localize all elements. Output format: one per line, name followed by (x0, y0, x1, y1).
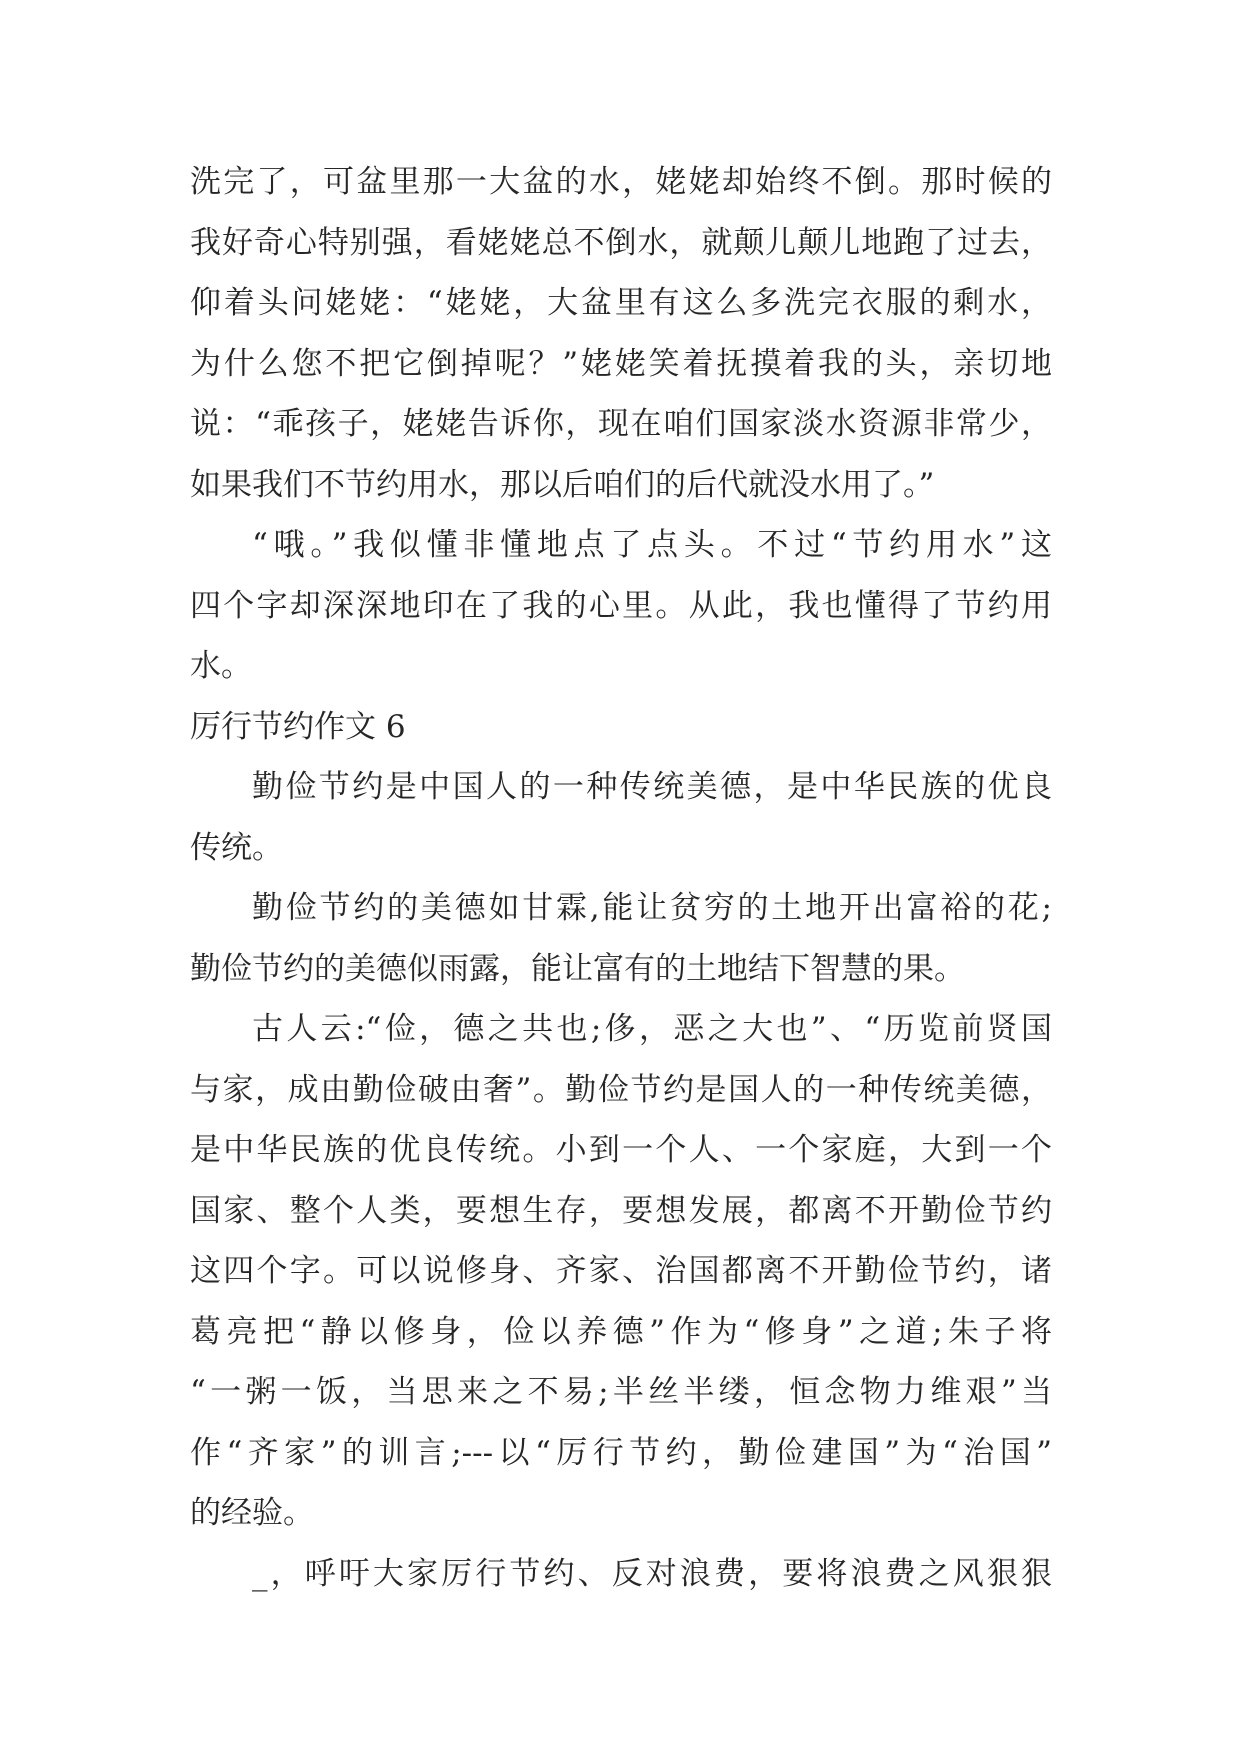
paragraph-2 (190, 515, 1052, 697)
paragraph-3 (190, 757, 1052, 878)
paragraph-1 (190, 152, 1052, 515)
text-line: 为什么您不把它倒掉呢？”姥姥笑着抚摸着我的头，亲切地 (190, 345, 1052, 382)
text-line: 四个字却深深地印在了我的心里。从此，我也懂得了节约用 (190, 587, 1052, 624)
text-line: 勤俭节约的美德似雨露，能让富有的土地结下智慧的果。 (190, 950, 965, 987)
paragraph-4 (190, 878, 1052, 999)
text-line: 国家、整个人类，要想生存，要想发展，都离不开勤俭节约 (190, 1192, 1052, 1229)
document-page (190, 152, 1052, 1604)
text-line: 传统。 (190, 829, 283, 866)
text-line: 这四个字。可以说修身、齐家、治国都离不开勤俭节约，诸 (190, 1253, 1052, 1289)
text-line: 洗完了，可盆里那一大盆的水，姥姥却始终不倒。那时候的 (190, 164, 1052, 200)
text-line: 勤俭节约是中国人的一种传统美德，是中华民族的优良 (252, 769, 1052, 805)
text-line: _，呼吁大家厉行节约、反对浪费，要将浪费之风狠狠 (252, 1555, 1052, 1592)
text-line: “一粥一饭，当思来之不易;半丝半缕，恒念物力维艰”当 (190, 1374, 1052, 1410)
text-line: 勤俭节约的美德如甘霖,能让贫穷的土地开出富裕的花; (252, 890, 1052, 926)
section-heading: 厉行节约作文 6 (190, 708, 406, 745)
text-line: “哦。”我似懂非懂地点了点头。不过“节约用水”这 (252, 527, 1052, 563)
text-line: 葛亮把“静以修身，俭以养德”作为“修身”之道;朱子将 (190, 1313, 1052, 1350)
text-line: 水。 (190, 648, 252, 684)
paragraph-5 (190, 999, 1052, 1544)
text-line: 古人云:“俭，德之共也;侈，恶之大也”、“历览前贤国 (252, 1011, 1052, 1047)
text-line: 作“齐家”的训言;---以“厉行节约，勤俭建国”为“治国” (190, 1434, 1052, 1471)
text-line: 的经验。 (190, 1495, 314, 1531)
text-line: 与家，成由勤俭破由奢”。勤俭节约是国人的一种传统美德， (190, 1071, 1052, 1108)
text-line: 如果我们不节约用水，那以后咱们的后代就没水用了。” (190, 466, 935, 503)
text-line: 说：“乖孩子，姥姥告诉你，现在咱们国家淡水资源非常少， (190, 406, 1052, 442)
text-line: 仰着头问姥姥：“姥姥，大盆里有这么多洗完衣服的剩水， (190, 285, 1052, 321)
text-line: 我好奇心特别强，看姥姥总不倒水，就颠儿颠儿地跑了过去， (190, 224, 1052, 261)
paragraph-6 (190, 1544, 1052, 1605)
text-line: 是中华民族的优良传统。小到一个人、一个家庭，大到一个 (190, 1132, 1052, 1168)
